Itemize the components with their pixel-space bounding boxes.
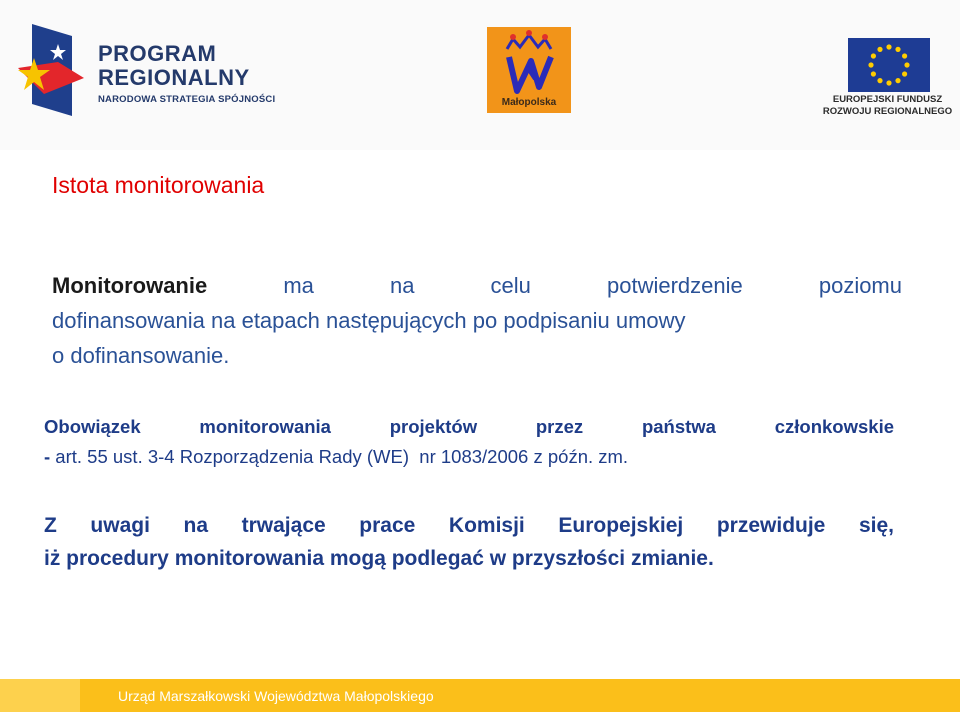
legal-basis-dash: - (44, 446, 51, 467)
eu-fund-line1: EUROPEJSKI FUNDUSZ (832, 94, 943, 105)
slide-title: Istota monitorowania (52, 172, 265, 198)
footer-accent-block (0, 679, 80, 712)
malopolska-logo-label: Małopolska (501, 97, 557, 108)
definition-line1-text: ma na celu potwierdzenie poziomu (207, 273, 902, 298)
program-logo-line3: NARODOWA STRATEGIA SPÓJNOŚCI (98, 94, 276, 105)
legal-basis-line-1: Obowiązek monitorowania projektów przez państwa członkowskie (44, 416, 894, 437)
eu-fund-wordmark (815, 94, 960, 118)
legal-basis-paragraph (44, 412, 894, 472)
monitoring-definition-paragraph (52, 268, 902, 373)
program-regionalny-emblem-icon (18, 24, 84, 116)
program-regionalny-wordmark (98, 42, 275, 105)
footer-institution: Urząd Marszałkowski Województwa Małopolskiego (118, 688, 434, 704)
definition-line-3: o dofinansowanie. (52, 343, 230, 368)
future-changes-line-1: Z uwagi na trwające prace Komisji Europejskiej przewiduje się, (44, 514, 894, 537)
eu-flag-icon (848, 38, 930, 92)
future-changes-paragraph (44, 509, 894, 575)
malopolska-emblem-icon (487, 27, 571, 97)
legal-basis-line-2 (44, 442, 894, 472)
logo-header (0, 0, 960, 150)
program-regionalny-logo (18, 22, 308, 117)
program-logo-line2: REGIONALNY (98, 65, 250, 90)
program-logo-line1: PROGRAM (98, 41, 217, 66)
legal-basis-reference: art. 55 ust. 3-4 Rozporządzenia Rady (WE) nr 1083/2006 z późn. zm. (50, 446, 629, 467)
malopolska-logo (487, 27, 571, 113)
future-changes-line-2: iż procedury monitorowania mogą podlegać w przyszłości zmianie. (44, 547, 714, 570)
definition-term: Monitorowanie (52, 273, 208, 298)
definition-line-1 (52, 268, 902, 303)
eu-fund-logo (815, 38, 960, 118)
footer-bar (0, 679, 960, 712)
eu-fund-line2: ROZWOJU REGIONALNEGO (822, 106, 953, 117)
definition-line-2: dofinansowania na etapach następujących po podpisaniu umowy (52, 308, 686, 333)
